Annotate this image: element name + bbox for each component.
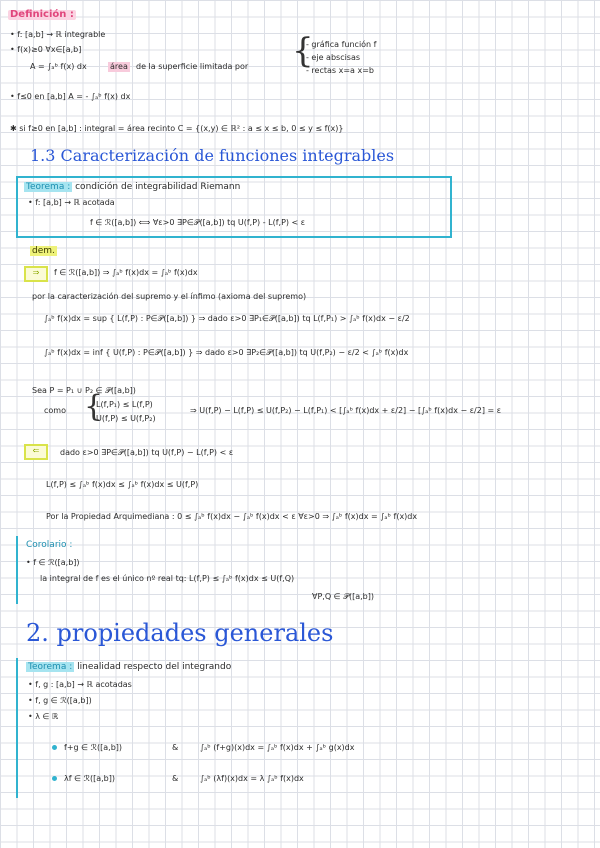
forward-arrow-box: ⇒: [24, 266, 48, 282]
dem-line-6-b: U(f,P) ≤ U(f,P₂): [96, 414, 156, 423]
dem-line-6-como: como: [44, 406, 66, 415]
theorem-2-heading: [26, 662, 231, 672]
theorem-2-line-2: • f, g ∈ ℛ([a,b]): [28, 696, 92, 705]
dem-line-7: dado ε>0 ∃P∈𝒫([a,b]) tq U(f,P) − L(f,P) < ε: [60, 448, 234, 457]
corollary-line-3: ∀P,Q ∈ 𝒫([a,b]): [312, 592, 374, 601]
theorem-2-line-1: • f, g : [a,b] → ℝ acotadas: [28, 680, 132, 689]
dem-label: dem.: [32, 246, 55, 256]
theorem-2-line-5a: λf ∈ ℛ([a,b]): [64, 774, 115, 783]
theorem-2-line-4a: f+g ∈ ℛ([a,b]): [64, 743, 123, 752]
dem-line-3: ∫ₐᵇ f(x)dx = sup { L(f,P) : P∈𝒫([a,b]) } ⇒ dado ε>0 ∃P₁∈𝒫([a,b]) tq L(f,P₁) > ∫ₐᵇ f(x)dx − ε/2: [44, 314, 410, 323]
section-2-title: 2. propiedades generales: [26, 619, 334, 647]
brace-left: {: [292, 31, 314, 71]
dem-line-6-result: ⇒ U(f,P) − L(f,P) ≤ U(f,P₂) − L(f,P₁) < [∫ₐᵇ f(x)dx + ε/2] − [∫ₐᵇ f(x)dx − ε/2] = ε: [190, 406, 502, 415]
def-line-4: • f≤0 en [a,b] A = - ∫ₐᵇ f(x) dx: [10, 92, 131, 101]
theorem-line-2: f ∈ ℛ([a,b]) ⟺ ∀ε>0 ∃P∈𝒫([a,b]) tq U(f,P) - L(f,P) < ε: [90, 218, 306, 227]
bullet-dot-2: [52, 776, 57, 781]
def-area-word: área: [110, 62, 128, 71]
theorem-label: Teorema :: [26, 182, 71, 192]
dem-line-1: f ∈ ℛ([a,b]) ⇒ ∫ₐᵇ f(x)dx = ∫ₐᵇ f(x)dx: [54, 268, 198, 277]
def-line-5: ✱ si f≥0 en [a,b] : integral = área recinto C = {(x,y) ∈ ℝ² : a ≤ x ≤ b, 0 ≤ y ≤ f(x)}: [10, 124, 344, 133]
corollary-bar: [16, 536, 18, 604]
dem-line-6-a: L(f,P₁) ≤ L(f,P): [96, 400, 153, 409]
corollary-line-1: • f ∈ ℛ([a,b]): [26, 558, 80, 567]
def-area-desc: de la superficie limitada por: [136, 62, 249, 71]
theorem-2-name: linealidad respecto del integrando: [77, 662, 232, 672]
def-area-formula: A = ∫ₐᵇ f(x) dx: [30, 62, 87, 71]
def-line-1: • f: [a,b] → ℝ integrable: [10, 30, 106, 39]
def-bullet-3: - rectas x=a x=b: [306, 66, 375, 75]
definition-heading: Definición :: [10, 9, 74, 20]
backward-arrow-box: ⇐: [24, 444, 48, 460]
theorem-2-line-5c: ∫ₐᵇ (λf)(x)dx = λ ∫ₐᵇ f(x)dx: [200, 774, 304, 783]
dem-line-8: L(f,P) ≤ ∫ₐᵇ f(x)dx ≤ ∫ₐᵇ f(x)dx ≤ U(f,P): [46, 480, 199, 489]
dem-line-5: Sea P = P₁ ∪ P₂ ∈ 𝒫([a,b]): [32, 386, 136, 395]
theorem-line-1: • f: [a,b] → ℝ acotada: [28, 198, 115, 207]
theorem-2-label: Teorema :: [28, 662, 73, 672]
theorem-2-line-4c: ∫ₐᵇ (f+g)(x)dx = ∫ₐᵇ f(x)dx + ∫ₐᵇ g(x)dx: [200, 743, 355, 752]
dem-line-4: ∫ₐᵇ f(x)dx = inf { U(f,P) : P∈𝒫([a,b]) } ⇒ dado ε>0 ∃P₂∈𝒫([a,b]) tq U(f,P₂) − ε/2 < ∫ₐᵇ f(x)dx: [44, 348, 409, 357]
bullet-dot-1: [52, 745, 57, 750]
def-bullet-2: - eje abscisas: [306, 53, 361, 62]
corollary-line-2: la integral de f es el único nº real tq: L(f,P) ≤ ∫ₐᵇ f(x)dx ≤ U(f,Q): [40, 574, 295, 583]
theorem-name: condición de integrabilidad Riemann: [75, 182, 241, 192]
def-line-2: • f(x)≥0 ∀x∈[a,b]: [10, 45, 82, 54]
theorem-2-line-3: • λ ∈ ℝ: [28, 712, 59, 721]
theorem-2-line-4b: &: [172, 743, 179, 752]
theorem-2-line-5b: &: [172, 774, 179, 783]
def-bullet-1: - gráfica función f: [306, 40, 377, 49]
dem-line-2: por la caracterización del supremo y el ínfimo (axioma del supremo): [32, 292, 307, 301]
theorem-2-bar: [16, 658, 18, 798]
theorem-heading: [24, 182, 240, 192]
section-1-3-title: 1.3 Caracterización de funciones integrables: [30, 146, 395, 165]
dem-line-9: Por la Propiedad Arquimediana : 0 ≤ ∫ₐᵇ f(x)dx − ∫ₐᵇ f(x)dx < ε ∀ε>0 ⇒ ∫ₐᵇ f(x)dx = ∫ₐᵇ f(x)dx: [46, 512, 418, 521]
brace-como: {: [84, 389, 104, 424]
corollary-label: Corolario :: [26, 540, 73, 550]
